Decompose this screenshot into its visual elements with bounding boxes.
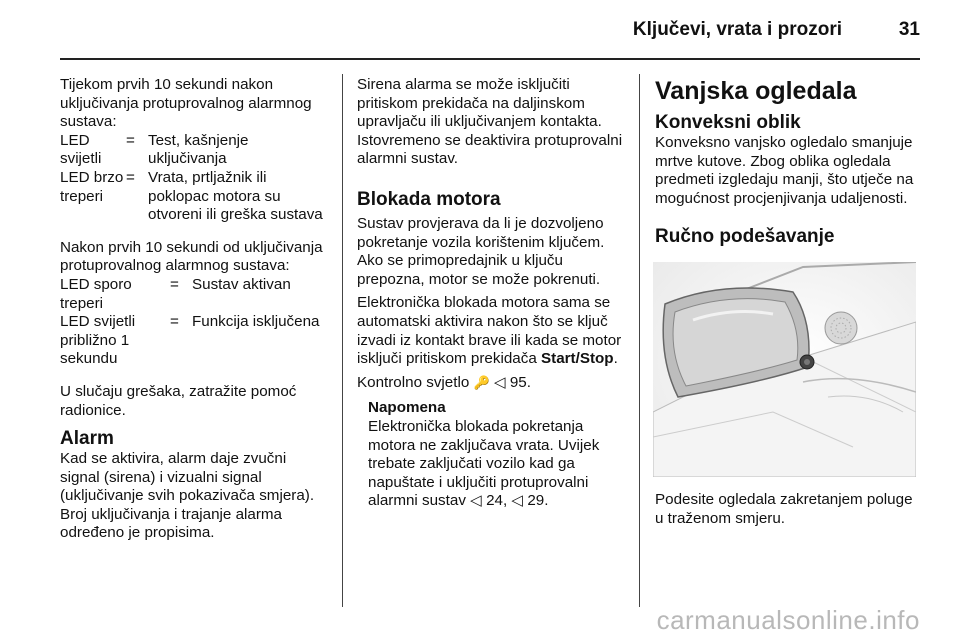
- header-title: Ključevi, vrata i prozori: [632, 19, 842, 40]
- led-term: LED sporo treperi: [60, 275, 132, 312]
- reference-arrow-icon: ◁: [511, 492, 524, 510]
- led-desc: Test, kašnjenje uključivanja: [148, 131, 249, 168]
- intro-first-10s: Tijekom prvih 10 sekundi nakon uključivanja protuprovalnog alarmnog sustava:: [60, 76, 312, 131]
- section-title: Vanjska ogledala: [655, 77, 857, 105]
- led-list-first-10s: [60, 132, 330, 225]
- intro-after-10s: Nakon prvih 10 sekundi od uključivanja protuprovalnog alarmnog sustava:: [60, 238, 323, 275]
- led-desc: Sustav aktivan: [192, 275, 291, 293]
- immobiliser-text-2: Elektronička blokada motora sama se automatski aktivira nakon što se ključ izvadi iz kontakt brave ili kada se motor isključi pritiskom prekidača Start/Stop.: [357, 294, 622, 368]
- figure-caption: Podesite ogledala zakretanjem poluge u traženom smjeru.: [655, 490, 913, 527]
- reference-arrow-icon: ◁: [470, 492, 482, 510]
- column-divider-2: [639, 74, 640, 607]
- led-term: LED svijetli približno 1 sekundu: [60, 313, 136, 368]
- manual-adjust-heading: Ručno podešavanje: [655, 226, 835, 248]
- immobiliser-lamp-icon: 🔑: [473, 374, 490, 390]
- siren-text: Sirena alarma se može isključiti pritiskom prekidača na daljinskom upravljaču ili uključivanjem kontakta. Istovremeno se deaktivira protuprovalni alarmni sustav.: [357, 76, 623, 168]
- column-1: [60, 76, 330, 543]
- led-desc: Funkcija isključena: [192, 313, 320, 331]
- alarm-heading: Alarm: [60, 428, 114, 450]
- alarm-text: Kad se aktivira, alarm daje zvučni signal (sirena) i vizualni signal (uključivanje svih pokazivača smjera). Broj uključivanja i trajanje alarma određeno je propisima.: [60, 450, 315, 542]
- convex-heading: Konveksni oblik: [655, 112, 801, 133]
- column-3: [655, 76, 923, 528]
- watermark: carmanualsonline.info: [656, 605, 920, 635]
- column-2: [357, 76, 625, 511]
- control-lamp-ref: Kontrolno svjetlo 🔑 ◁ 95.: [357, 373, 531, 391]
- page-reference[interactable]: 29.: [527, 492, 549, 510]
- page-number: 31: [898, 19, 920, 40]
- page-reference[interactable]: 24,: [486, 492, 508, 510]
- mirror-adjustment-illustration: [653, 262, 916, 477]
- equals-sign: =: [126, 131, 135, 149]
- note-box: [368, 399, 625, 511]
- immobiliser-heading: Blokada motora: [357, 188, 501, 210]
- note-title: Napomena: [368, 399, 446, 417]
- convex-text: Konveksno vanjsko ogledalo smanjuje mrtve kutove. Zbog oblika ogledala predmeti izgledaju manji, što utječe na mogućnost procjenjivanja udaljenosti.: [655, 134, 914, 207]
- speaker-grille-icon: [825, 312, 857, 344]
- led-desc: Vrata, prtljažnik ili poklopac motora su otvoreni ili greška sustava: [148, 168, 323, 224]
- column-divider-1: [342, 74, 343, 607]
- note-text: Elektronička blokada pokretanja motora ne zaključava vrata. Uvijek trebate zaključati vozilo kad ga napuštate i uključiti protuprovalni alarmni sustav ◁ 24, ◁ 29.: [368, 417, 600, 510]
- equals-sign: =: [170, 313, 179, 331]
- header-rule: [60, 58, 920, 60]
- led-list-after-10s: [60, 276, 330, 369]
- led-term: LED brzo treperi: [60, 168, 124, 205]
- fault-text: U slučaju grešaka, zatražite pomoć radionice.: [60, 382, 297, 419]
- equals-sign: =: [126, 168, 135, 186]
- equals-sign: =: [170, 275, 179, 293]
- start-stop-label: Start/Stop: [541, 350, 614, 368]
- immobiliser-text-1: Sustav provjerava da li je dozvoljeno pokretanje vozila korištenim ključem. Ako se primopredajnik u ključu prepozna, motor se može pokrenuti.: [357, 214, 605, 288]
- led-term: LED svijetli: [60, 131, 102, 168]
- page-reference[interactable]: 95.: [509, 373, 531, 391]
- reference-arrow-icon: ◁: [493, 373, 506, 391]
